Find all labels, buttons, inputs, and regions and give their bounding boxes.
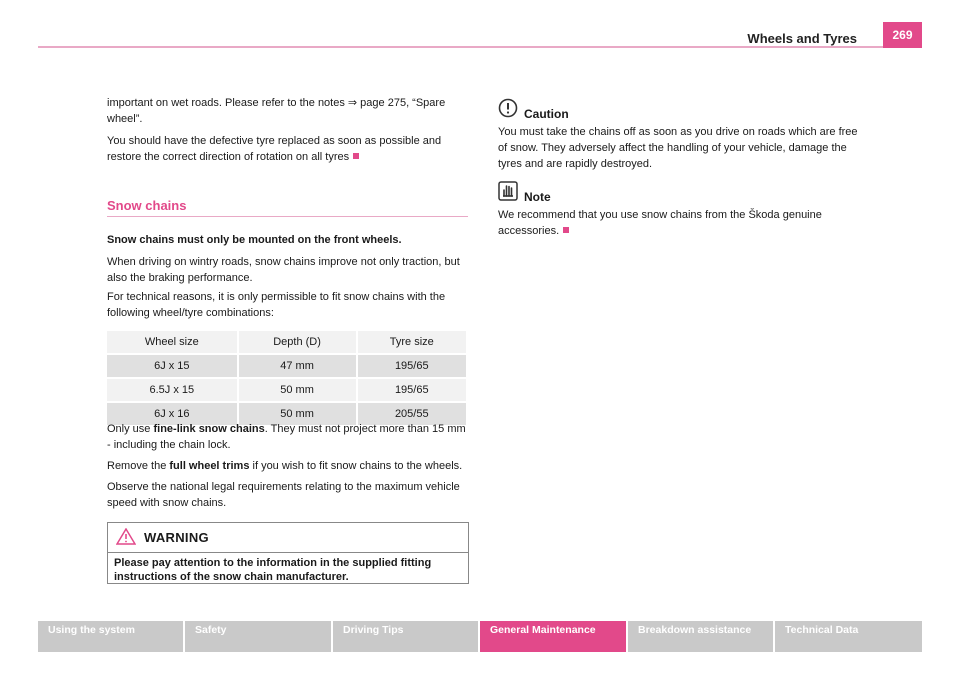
page-title: Wheels and Tyres [747,31,857,46]
snow-chains-front-notice: Snow chains must only be mounted on the front wheels. [107,234,402,246]
table-cell: 6J x 16 [107,402,238,426]
paragraph-combinations: For technical reasons, it is only permissible to fit snow chains with the following wheel/tyre combinations: [107,291,446,319]
note-header [498,181,551,204]
footer-tab-driving-tips[interactable]: Driving Tips [333,621,478,652]
table-cell: 205/55 [357,402,467,426]
wheel-trims-bold: full wheel trims [169,460,250,472]
warning-triangle-icon [116,528,136,548]
note-body [498,207,860,239]
fine-link-post: . They must not project more than 15 mm - including the chain lock. [107,423,466,451]
caution-body: You must take the chains off as soon as you drive on roads which are free of snow. They adversely affect the handling of your vehicle, damage the tyres and are rapidly destroyed. [498,126,858,170]
paragraph-fine-link [107,421,469,453]
paragraph-defective-tyre [107,133,469,165]
caution-header [498,98,569,121]
fine-link-bold: fine-link snow chains [153,423,265,435]
paragraph-spare-wheel: important on wet roads. Please refer to the notes ⇒ page 275, “Spare wheel”. [107,97,446,125]
warning-header [108,523,468,553]
section-rule [107,216,468,217]
table-cell: 195/65 [357,354,467,378]
footer-tab-breakdown-assistance[interactable]: Breakdown assistance [628,621,773,652]
table-cell: 50 mm [238,402,357,426]
wheel-trims-post: if you wish to fit snow chains to the wheels. [249,460,463,472]
note-body-text: We recommend that you use snow chains from the Škoda genuine accessories. [498,209,822,237]
footer-tab-safety[interactable]: Safety [185,621,331,652]
warning-box [107,522,469,584]
footer-tab-general-maintenance[interactable]: General Maintenance [480,621,626,652]
paragraph-wheel-trims [107,458,469,474]
footer-tab-technical-data[interactable]: Technical Data [775,621,922,652]
table-header-depth: Depth (D) [238,331,357,354]
table-header-tyre-size: Tyre size [357,331,467,354]
table-row [107,378,467,402]
table-cell: 50 mm [238,378,357,402]
footer-tab-using-the-system[interactable]: Using the system [38,621,183,652]
caution-title: Caution [524,107,569,121]
header-rule [38,46,922,48]
wheel-trims-pre: Remove the [107,460,170,472]
footer-nav [38,621,922,652]
warning-body: Please pay attention to the information in the supplied fitting instructions of the snow chain manufacturer. [114,557,432,583]
table-cell: 6.5J x 15 [107,378,238,402]
page-number: 269 [883,22,922,48]
note-hand-icon [498,181,518,204]
table-header-wheel-size: Wheel size [107,331,238,354]
end-of-section-icon [353,153,359,159]
table-cell: 6J x 15 [107,354,238,378]
note-title: Note [524,190,551,204]
wheel-tyre-table [107,331,468,427]
caution-exclamation-icon [498,98,518,121]
paragraph-speed: Observe the national legal requirements relating to the maximum vehicle speed with snow chains. [107,481,460,509]
paragraph-defective-tyre-text: You should have the defective tyre replaced as soon as possible and restore the correct direction of rotation on all tyres [107,135,442,163]
end-of-section-icon [563,227,569,233]
paragraph-traction: When driving on wintry roads, snow chains improve not only traction, but also the braking performance. [107,256,460,284]
table-cell: 47 mm [238,354,357,378]
table-cell: 195/65 [357,378,467,402]
warning-title: WARNING [144,530,209,545]
section-title-snow-chains: Snow chains [107,198,187,213]
left-column-intro [107,95,469,165]
table-row [107,354,467,378]
fine-link-pre: Only use [107,423,154,435]
table-header-row [107,331,467,354]
